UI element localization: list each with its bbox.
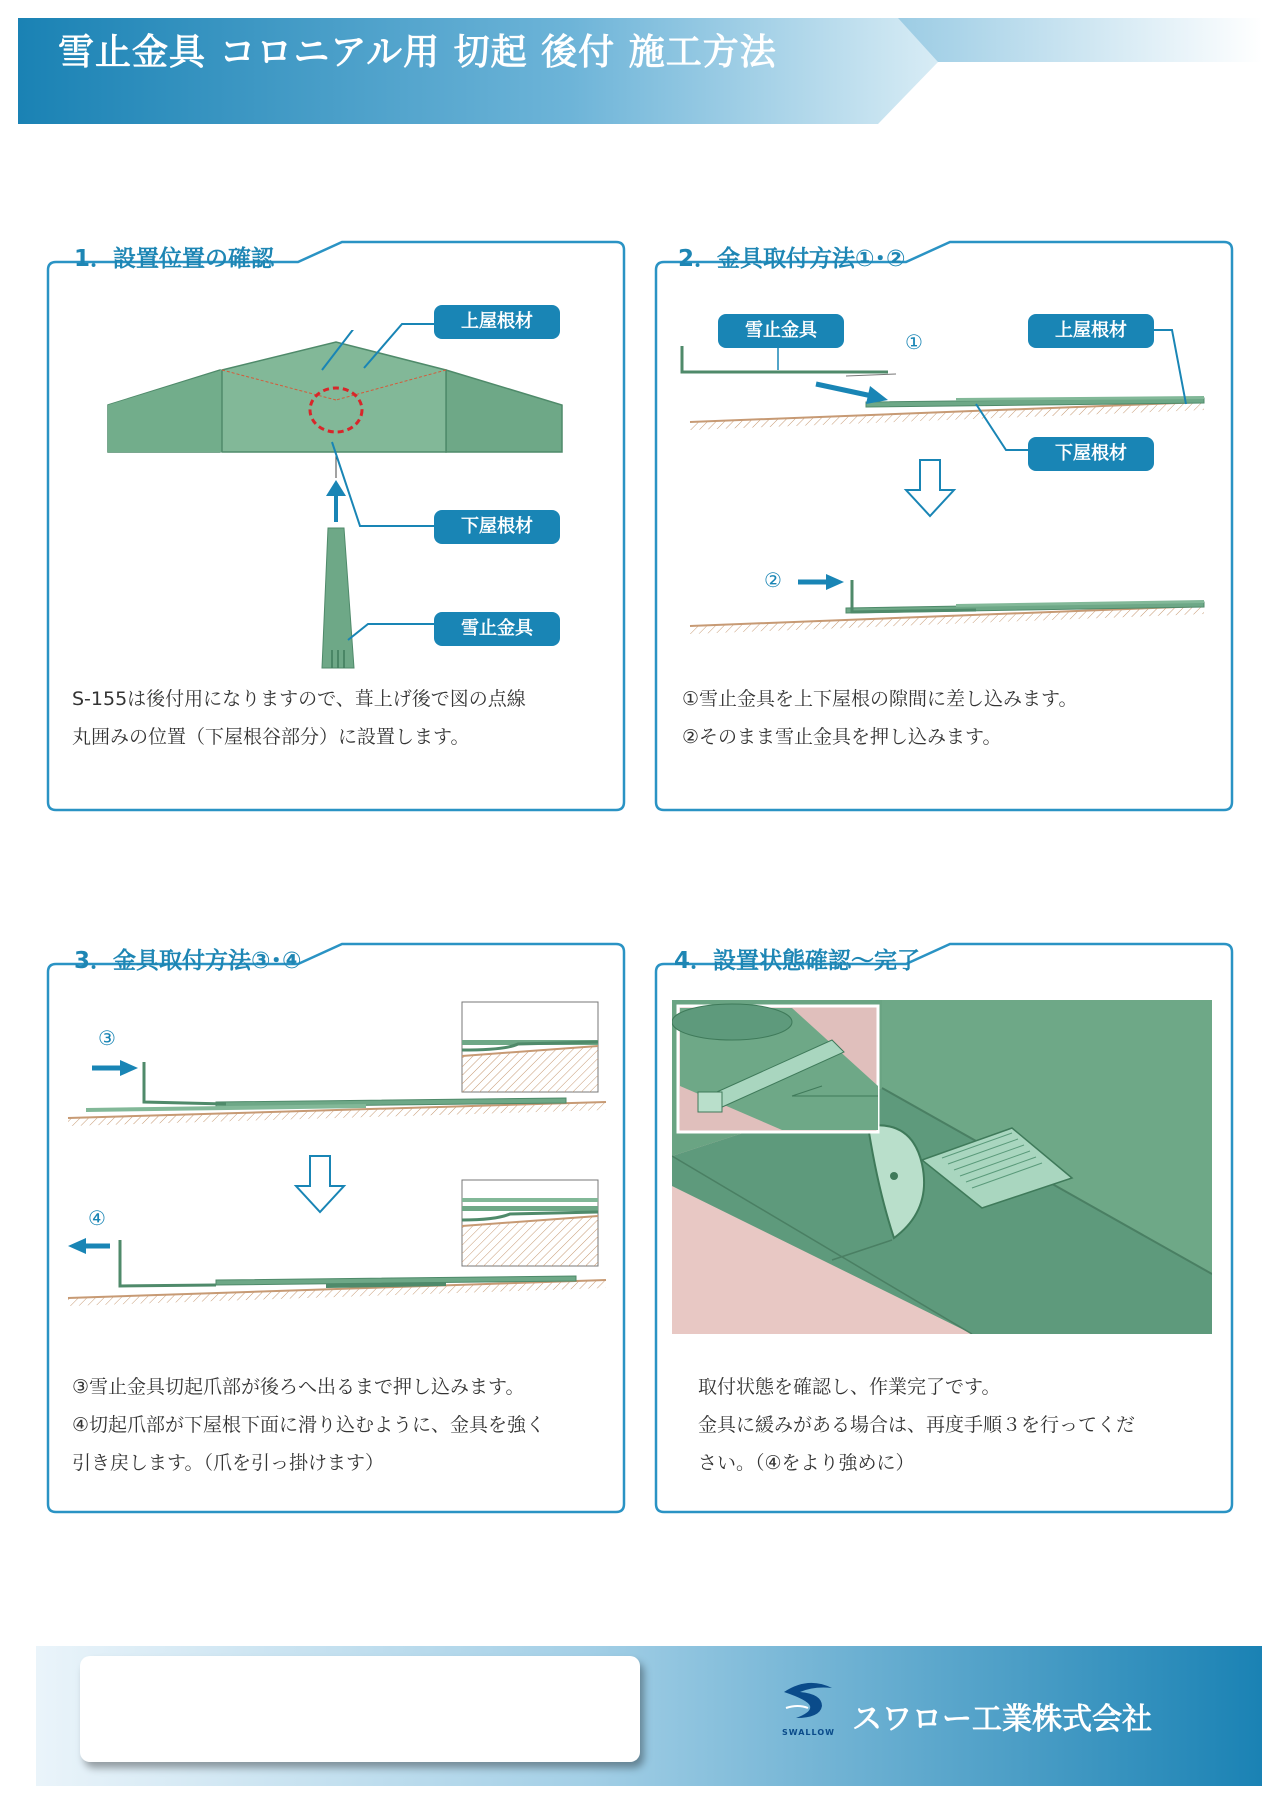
step-number: ④ [88, 1206, 106, 1230]
callout-line-upper [362, 320, 442, 370]
panel-2-title: 2．金具取付方法①･② [678, 246, 906, 272]
panel-1-caption-line: 丸囲みの位置（下屋根谷部分）に設置します。 [72, 726, 470, 748]
panel-4-caption-line: さい。（④をより強めに） [698, 1452, 915, 1474]
panel-4-caption-line: 取付状態を確認し、作業完了です。 [698, 1376, 1001, 1398]
panel-3-caption-line: ④切起爪部が下屋根下面に滑り込むように、金具を強く [72, 1414, 546, 1436]
panel-1-caption-line: S-155は後付用になりますので、葺上げ後で図の点線 [72, 688, 526, 710]
panel-1-caption [72, 680, 526, 756]
tag-snow-stopper: 雪止金具 [434, 612, 560, 646]
panel-3-caption-line: 引き戻します。（爪を引っ掛けます） [72, 1452, 384, 1474]
tag-snow-stopper: 雪止金具 [718, 314, 844, 348]
tag-lower-roof: 下屋根材 [434, 510, 560, 544]
tag-upper-roof: 上屋根材 [1028, 314, 1154, 348]
panel-3-title: 3．金具取付方法③･④ [74, 948, 302, 974]
panel-4-title: 4．設置状態確認～完了 [674, 948, 921, 974]
insertion-diagram-3-4 [66, 996, 616, 1316]
step-number: ① [905, 330, 923, 354]
panel-2-caption-line: ②そのまま雪止金具を押し込みます。 [682, 726, 1002, 748]
footer-blank-box [80, 1656, 640, 1762]
step-number: ② [764, 568, 782, 592]
panel-4-caption [698, 1368, 1135, 1482]
swallow-logo-icon [778, 1678, 838, 1726]
company-name: スワロー工業株式会社 [852, 1702, 1152, 1737]
panel-1-title: 1．設置位置の確認 [74, 246, 275, 272]
step-number: ③ [98, 1026, 116, 1050]
panel-3-caption [72, 1368, 545, 1482]
logo-text: SWALLOW [782, 1728, 835, 1737]
panel-4-caption-line: 金具に緩みがある場合は、再度手順３を行ってくだ [698, 1414, 1136, 1436]
panel-2-caption [682, 680, 1078, 756]
panel-3-caption-line: ③雪止金具切起爪部が後ろへ出るまで押し込みます。 [72, 1376, 525, 1398]
panel-2-caption-line: ①雪止金具を上下屋根の隙間に差し込みます。 [682, 688, 1078, 710]
tag-lower-roof: 下屋根材 [1028, 437, 1154, 471]
page-title: 雪止金具 コロニアル用 切起 後付 施工方法 [58, 32, 777, 73]
tag-upper-roof: 上屋根材 [434, 305, 560, 339]
installed-state-render [672, 1000, 1212, 1334]
